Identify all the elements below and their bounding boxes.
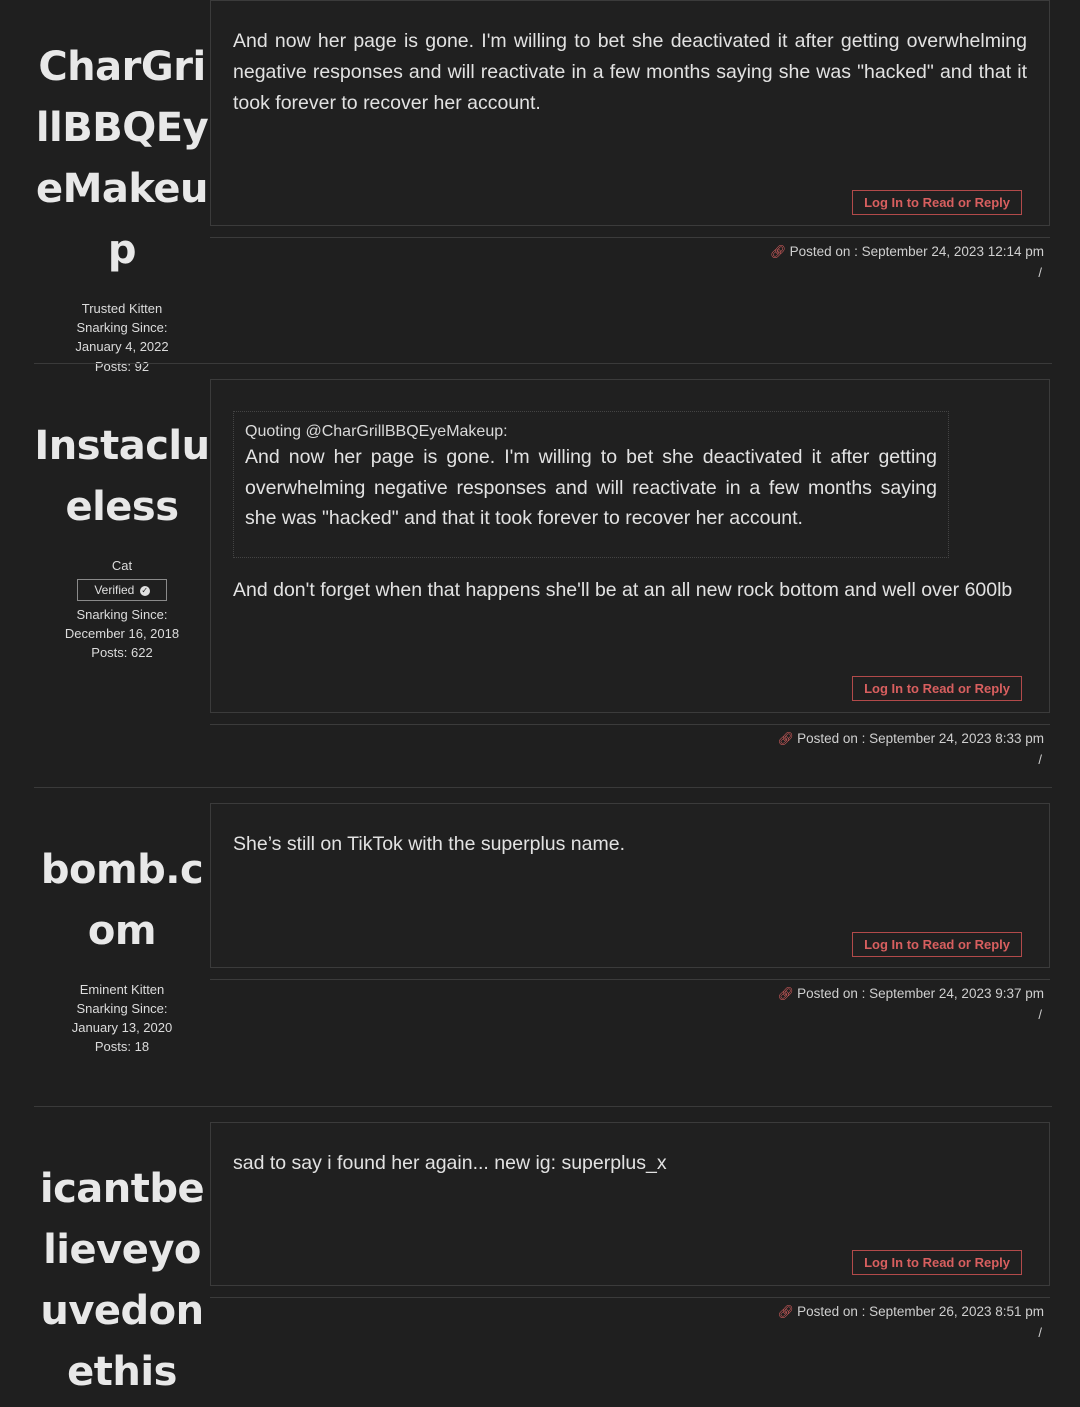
post-body-box <box>210 803 1050 968</box>
author-name[interactable] <box>34 416 210 538</box>
post-body: And now her page is gone. I'm willing to bet she deactivated it after getting overwhelming negative responses and will reactivate in a few months saying she was "hacked" and that it took forever to recover her account. <box>233 30 1027 114</box>
quote-header: Quoting @CharGrillBBQEyeMakeup: <box>245 423 508 440</box>
post-meta <box>210 724 1050 775</box>
author-panel <box>34 840 210 1056</box>
post-count: Posts: 92 <box>94 359 150 374</box>
posted-date[interactable] <box>778 986 1044 1002</box>
badge-label: Verified <box>94 583 135 597</box>
post-body: And don't forget when that happens she'll be at an all new rock bottom and well over 600lb <box>233 579 1013 601</box>
link-icon: 🔗︎ <box>777 1304 795 1319</box>
quote-text: And now her page is gone. I'm willing to bet she deactivated it after getting overwhelming negative responses and will reactivate in a few months saying she was "hacked" and that it took forever to recover her account. <box>245 446 937 529</box>
post-body-box <box>210 379 1050 713</box>
login-reply-button[interactable]: Log In to Read or Reply <box>852 190 1022 215</box>
post-body-box <box>210 0 1050 226</box>
snarking-since-date: January 4, 2022 <box>75 339 169 354</box>
author-name[interactable]: icantbelieveyouvedonethis <box>39 1166 205 1395</box>
link-icon: 🔗︎ <box>770 244 787 259</box>
post-meta <box>210 979 1050 1030</box>
post-body: sad to say i found her again... new ig: superplus_x <box>233 1152 667 1174</box>
snarking-since-date: December 16, 2018 <box>64 626 180 641</box>
post-divider <box>34 363 1052 364</box>
posted-date[interactable] <box>770 244 1044 260</box>
post-body: She’s still on TikTok with the superplus name. <box>233 833 625 855</box>
post-divider <box>34 1106 1052 1107</box>
author-name-text: Instaclueless <box>34 423 210 530</box>
separator: / <box>1038 752 1042 767</box>
author-panel <box>34 37 210 376</box>
author-name[interactable]: CharGrillBBQEyeMakeup <box>35 44 209 273</box>
posted-date[interactable] <box>778 731 1044 747</box>
posted-text: Posted on : September 24, 2023 8:33 pm <box>797 731 1044 746</box>
author-panel <box>34 416 210 662</box>
snarking-since-date: January 13, 2020 <box>71 1020 173 1035</box>
snarking-since-label: Snarking Since: <box>76 320 168 335</box>
author-rank: Cat <box>111 558 133 573</box>
author-meta <box>34 299 210 376</box>
post-body-box <box>210 1122 1050 1286</box>
posted-text: Posted on : September 24, 2023 9:37 pm <box>797 986 1044 1001</box>
author-meta <box>34 980 210 1056</box>
link-icon: 🔗︎ <box>777 986 795 1001</box>
post <box>34 379 1052 787</box>
post <box>34 0 1052 374</box>
post-count: Posts: 622 <box>91 645 153 660</box>
snarking-since-label: Snarking Since: <box>76 607 168 622</box>
post-meta <box>210 237 1050 288</box>
author-rank: Eminent Kitten <box>79 982 165 997</box>
separator: / <box>1038 1007 1042 1022</box>
post <box>34 1122 1052 1407</box>
posted-text: Posted on : September 24, 2023 12:14 pm <box>789 244 1044 259</box>
post-count: Posts: 18 <box>94 1039 150 1054</box>
verified-badge <box>77 579 166 601</box>
post-divider <box>34 787 1052 788</box>
post-meta <box>210 1297 1050 1348</box>
separator: / <box>1038 265 1042 280</box>
login-reply-button[interactable]: Log In to Read or Reply <box>852 676 1022 701</box>
separator: / <box>1038 1325 1042 1340</box>
author-name[interactable]: bomb.com <box>40 847 204 954</box>
snarking-since-label: Snarking Since: <box>76 1001 168 1016</box>
login-reply-button[interactable]: Log In to Read or Reply <box>852 1250 1022 1275</box>
posted-date[interactable] <box>778 1304 1044 1320</box>
quote-block <box>233 411 949 558</box>
author-panel <box>34 1159 210 1403</box>
author-meta <box>34 556 210 662</box>
link-icon: 🔗︎ <box>777 731 795 746</box>
post <box>34 803 1052 1106</box>
author-rank: Trusted Kitten <box>81 301 163 316</box>
check-circle-icon: ✓ <box>141 585 149 595</box>
login-reply-button[interactable]: Log In to Read or Reply <box>852 932 1022 957</box>
posted-text: Posted on : September 26, 2023 8:51 pm <box>797 1304 1044 1319</box>
